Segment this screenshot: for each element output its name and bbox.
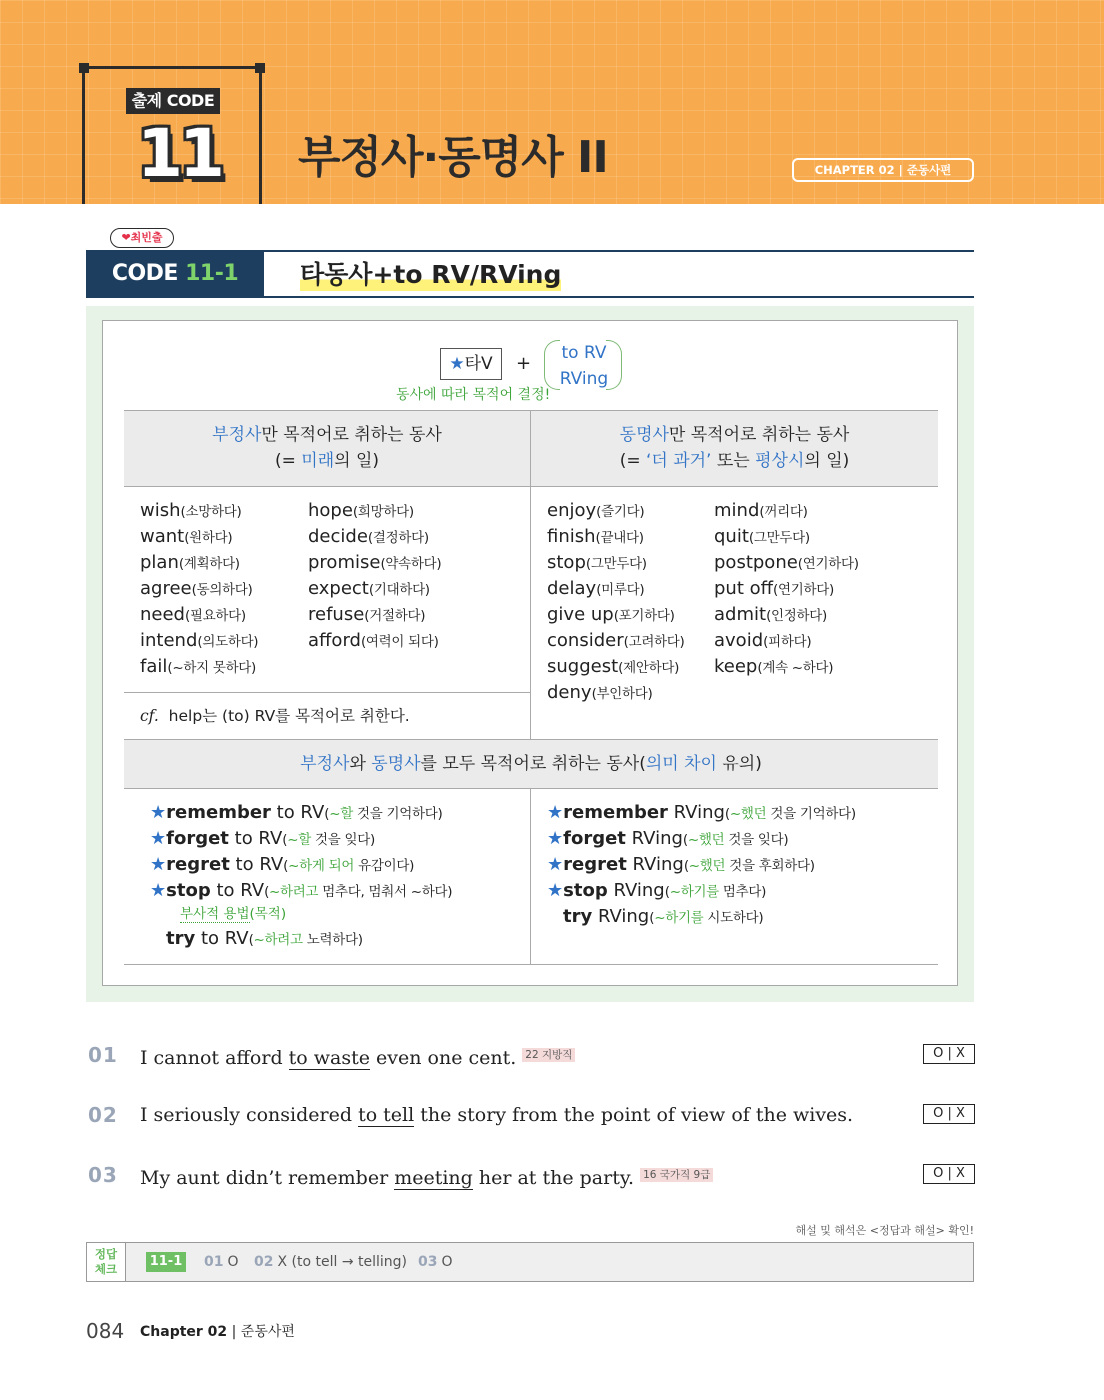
head-text: 유의) (716, 754, 762, 774)
verb-word: decide (308, 526, 368, 547)
adverbial-note (180, 904, 286, 924)
verb-gloss: (계획하다) (178, 556, 240, 572)
verb-gloss: (필요하다) (184, 608, 246, 624)
verb-pattern (150, 826, 375, 853)
underlined-part: to tell (358, 1104, 415, 1126)
head-text: 의 일) (334, 451, 380, 471)
verb-item (308, 628, 439, 655)
table-rule (124, 788, 938, 789)
pattern-gloss: 것을 기억하다) (766, 806, 856, 822)
sentence-text: I cannot afford (140, 1047, 289, 1069)
verb-gloss: (원하다) (184, 530, 233, 546)
table-header-gerund (531, 411, 938, 486)
verb-item (714, 628, 811, 655)
pattern-gloss-open: ( (282, 832, 288, 848)
verb-word: keep (714, 656, 758, 677)
pattern-form: to RV (210, 880, 265, 901)
table-rule (124, 692, 530, 693)
verb-gloss: (미루다) (596, 582, 645, 598)
pattern-gloss-highlight: ~하기를 (669, 884, 719, 900)
frame-corner (79, 63, 89, 73)
verb-item (140, 550, 240, 577)
star-icon: ★ (547, 880, 564, 901)
pattern-form: RVing (592, 906, 650, 927)
verb-word: wish (140, 500, 181, 521)
verb-gloss: (제안하다) (618, 660, 680, 676)
answer-value: O (227, 1254, 239, 1270)
pattern-gloss-open: ( (724, 806, 730, 822)
head-highlight: 부정사 (300, 754, 350, 774)
verb-word: want (140, 526, 185, 547)
question-number: 01 (88, 1043, 118, 1067)
page-chapter (140, 1322, 295, 1342)
part-label: 준동사편 (240, 1324, 295, 1340)
pattern-gloss-highlight: ~하기를 (654, 910, 704, 926)
head-highlight: 부정사 (212, 425, 262, 445)
pattern-gloss-highlight: ~했던 (729, 806, 767, 822)
verb-word: stop (547, 552, 586, 573)
verb-word: finish (547, 526, 596, 547)
answer-item (204, 1252, 239, 1272)
verb-gloss: (계속 ~하다) (757, 660, 834, 676)
head-text: 만 목적어로 취하는 동사 (668, 425, 850, 445)
verb-item (547, 498, 644, 525)
head-highlight: 의미 차이 (645, 754, 717, 774)
verb-gloss: (기대하다) (368, 582, 430, 598)
code-sub-number: 11-1 (185, 261, 239, 286)
question-sentence (140, 1100, 853, 1130)
pattern-gloss: 것을 잊다) (724, 832, 789, 848)
verb-pattern (547, 878, 766, 905)
verb-gloss: (연기하다) (797, 556, 859, 572)
verb-item (547, 654, 679, 681)
verb-pattern (547, 852, 815, 879)
verb-item (547, 628, 685, 655)
pattern-verb: remember (563, 802, 668, 823)
pattern-gloss-open: ( (324, 806, 330, 822)
verb-item (547, 550, 647, 577)
underlined-part: meeting (394, 1167, 473, 1189)
verb-word: consider (547, 630, 624, 651)
pattern-gloss: 것을 후회하다) (725, 858, 815, 874)
star-icon: ★ (547, 828, 564, 849)
verb-item (308, 524, 429, 551)
ox-answer-box[interactable]: O | X (923, 1104, 975, 1124)
verb-gloss: (그만두다) (585, 556, 647, 572)
verb-item (714, 654, 833, 681)
answer-item (254, 1252, 407, 1272)
table-header-both (124, 740, 938, 788)
verb-item (547, 576, 644, 603)
head-highlight: 미래 (301, 451, 335, 471)
answer-number: 03 (418, 1254, 438, 1270)
pattern-gloss-open: ( (649, 910, 655, 926)
head-text: 의 일) (804, 451, 850, 471)
verb-word: hope (308, 500, 353, 521)
answer-number: 02 (254, 1254, 274, 1270)
sentence-text: even one cent. (370, 1047, 517, 1069)
star-icon: ★ (547, 802, 564, 823)
verb-gloss: (동의하다) (191, 582, 253, 598)
sentence-text: My aunt didn’t remember (140, 1167, 395, 1189)
verb-gloss: (희망하다) (352, 504, 414, 520)
frame-corner (255, 63, 265, 73)
cf-label: cf. (140, 707, 159, 725)
ox-answer-box[interactable]: O | X (923, 1044, 975, 1064)
verb-pattern (547, 800, 856, 827)
head-highlight: ‘더 과거’ (645, 451, 712, 471)
pattern-form: RVing (625, 828, 683, 849)
verb-gloss: (연기하다) (773, 582, 834, 598)
head-text: 와 (349, 754, 372, 774)
verb-pattern (547, 826, 788, 853)
pattern-gloss-open: ( (264, 884, 270, 900)
head-text: 또는 (711, 451, 756, 471)
verb-word: deny (547, 682, 592, 703)
head-highlight: 동명사 (619, 425, 669, 445)
formula-plus: + (516, 353, 532, 374)
verb-gloss: (여력이 되다) (360, 634, 439, 650)
question-number: 02 (88, 1103, 118, 1127)
pattern-gloss-open: ( (248, 932, 254, 948)
pattern-gloss-open: ( (683, 858, 689, 874)
head-highlight: 평상시 (755, 451, 805, 471)
formula-verb-box (440, 348, 502, 380)
divider (86, 296, 974, 298)
pattern-verb: regret (563, 854, 627, 875)
verb-item (308, 602, 425, 629)
pattern-verb: forget (563, 828, 626, 849)
verb-item (140, 628, 258, 655)
verb-item (714, 498, 808, 525)
table-header-infinitive (124, 411, 530, 486)
ox-answer-box[interactable]: O | X (923, 1164, 975, 1184)
verb-item (140, 576, 253, 603)
star-icon: ★ (150, 880, 167, 901)
pattern-form: to RV (195, 928, 249, 949)
sentence-text: the story from the point of view of the wives. (414, 1104, 854, 1126)
formula-note: 동사에 따라 목적어 결정! (396, 387, 551, 403)
verb-pattern (150, 878, 452, 905)
verb-word: delay (547, 578, 597, 599)
answer-number: 01 (204, 1254, 224, 1270)
pattern-verb: remember (166, 802, 271, 823)
head-text: (= (274, 451, 302, 471)
pattern-form: RVing (626, 854, 684, 875)
section-title: 타동사+to RV/RVing (300, 256, 561, 294)
answer-label (86, 1242, 126, 1282)
pattern-verb: regret (166, 854, 230, 875)
pattern-gloss-open: ( (283, 858, 289, 874)
verb-pattern (150, 852, 414, 879)
pattern-gloss-open: ( (664, 884, 670, 900)
pattern-gloss-highlight: ~하려고 (253, 932, 303, 948)
formula-option-rving: RVing (559, 369, 609, 389)
pattern-gloss: 시도하다) (703, 910, 764, 926)
pattern-gloss: 유감이다) (354, 858, 415, 874)
verb-pattern (150, 800, 442, 827)
verb-pattern (166, 926, 363, 953)
verb-gloss: (결정하다) (367, 530, 429, 546)
footnote: 해설 및 해석은 <정답과 해설> 확인! (795, 1224, 974, 1237)
note-text: (목적) (249, 906, 287, 922)
pattern-gloss-highlight: ~했던 (688, 858, 726, 874)
verb-item (140, 654, 256, 681)
verb-gloss: (고려하다) (623, 634, 685, 650)
verb-gloss: (포기하다) (613, 608, 675, 624)
verb-word: quit (714, 526, 749, 547)
sentence-text: her at the party. (472, 1167, 635, 1189)
verb-item (714, 550, 859, 577)
exam-source: 22 지방직 (522, 1048, 575, 1062)
table-rule (124, 486, 938, 487)
pattern-form: RVing (607, 880, 665, 901)
pattern-verb: try (563, 906, 593, 927)
pattern-gloss: 것을 기억하다) (353, 806, 443, 822)
verb-word: postpone (714, 552, 798, 573)
verb-item (547, 680, 652, 707)
answer-value: X (to tell → telling) (277, 1254, 407, 1270)
verb-item (140, 524, 232, 551)
pattern-verb: try (166, 928, 196, 949)
pattern-gloss-highlight: ~할 (329, 806, 354, 822)
verb-gloss: (인정하다) (766, 608, 827, 624)
verb-item (308, 498, 414, 525)
cf-text: help는 (to) RV를 목적어로 취한다. (168, 707, 410, 725)
answer-item (418, 1252, 453, 1272)
separator: | (227, 1324, 241, 1340)
verb-word: promise (308, 552, 381, 573)
verb-item (140, 498, 241, 525)
head-text: 만 목적어로 취하는 동사 (261, 425, 442, 445)
verb-gloss: (의도하다) (197, 634, 259, 650)
formula-option-to-rv: to RV (561, 343, 607, 363)
verb-pattern (563, 904, 763, 931)
verb-word: admit (714, 604, 767, 625)
verb-word: mind (714, 500, 760, 521)
pattern-verb: stop (166, 880, 211, 901)
code-number: 11 (137, 115, 221, 192)
code-prefix: CODE (111, 261, 186, 286)
verb-gloss: (피하다) (763, 634, 812, 650)
pattern-gloss: 노력하다) (302, 932, 363, 948)
formula-verb: 타V (464, 354, 493, 374)
pattern-form: RVing (667, 802, 725, 823)
question-sentence (140, 1040, 575, 1073)
question-sentence (140, 1160, 713, 1193)
verb-item (547, 602, 675, 629)
verb-item (308, 576, 430, 603)
verb-word: afford (308, 630, 361, 651)
verb-gloss: (즐기다) (596, 504, 645, 520)
page-title: 부정사·동명사 II (298, 132, 608, 183)
note-highlight: 부사적 용법 (180, 906, 250, 922)
verb-word: avoid (714, 630, 764, 651)
page-number: 084 (86, 1319, 125, 1343)
table-rule (124, 964, 938, 965)
pattern-form: to RV (270, 802, 325, 823)
cf-note (140, 704, 410, 728)
chapter-tag: CHAPTER 02 | 준동사편 (792, 158, 974, 182)
underlined-part: to waste (288, 1047, 370, 1069)
verb-gloss: (끝내다) (595, 530, 644, 546)
answer-value: O (441, 1254, 453, 1270)
pattern-gloss-open: ( (682, 832, 688, 848)
pattern-verb: forget (166, 828, 229, 849)
verb-word: enjoy (547, 500, 597, 521)
star-icon: ★ (547, 854, 564, 875)
verb-word: refuse (308, 604, 365, 625)
table-column-rule (530, 789, 531, 964)
verb-gloss: (~하지 못하다) (167, 660, 257, 676)
star-icon: ★ (150, 854, 167, 875)
verb-word: expect (308, 578, 369, 599)
pattern-gloss: 것을 잊다) (311, 832, 375, 848)
head-highlight: 동명사 (371, 754, 421, 774)
pattern-gloss-highlight: ~할 (287, 832, 312, 848)
verb-item (714, 576, 834, 603)
verb-gloss: (그만두다) (748, 530, 810, 546)
verb-gloss: (소망하다) (180, 504, 242, 520)
verb-gloss: (꺼리다) (759, 504, 808, 520)
verb-gloss: (거절하다) (364, 608, 426, 624)
verb-word: agree (140, 578, 192, 599)
pattern-form: to RV (228, 828, 283, 849)
verb-word: intend (140, 630, 198, 651)
verb-item (308, 550, 441, 577)
answer-label-line: 체크 (94, 1262, 118, 1276)
answer-code: 11-1 (146, 1252, 186, 1272)
answer-label-line: 정답 (94, 1247, 118, 1261)
pattern-gloss-highlight: ~하려고 (269, 884, 319, 900)
verb-item (140, 602, 246, 629)
pattern-verb: stop (563, 880, 608, 901)
star-icon: ★ (449, 354, 465, 374)
exam-source: 16 국가직 9급 (640, 1168, 713, 1182)
verb-gloss: (약속하다) (380, 556, 442, 572)
pattern-gloss: 멈추다, 멈춰서 ~하다) (318, 884, 453, 900)
code-box (86, 252, 264, 296)
sentence-text: I seriously considered (140, 1104, 359, 1126)
verb-item (714, 524, 810, 551)
verb-item (714, 602, 827, 629)
pattern-gloss-highlight: ~했던 (687, 832, 725, 848)
star-icon: ★ (150, 802, 167, 823)
table-column-rule (530, 411, 531, 739)
frequency-badge: ❤최빈출 (110, 228, 174, 248)
verb-word: give up (547, 604, 614, 625)
pattern-gloss-highlight: ~하게 되어 (288, 858, 355, 874)
star-icon: ★ (150, 828, 167, 849)
question-number: 03 (88, 1163, 118, 1187)
verb-word: fail (140, 656, 168, 677)
verb-word: suggest (547, 656, 619, 677)
chapter-label: Chapter 02 (140, 1324, 228, 1340)
verb-item (547, 524, 644, 551)
pattern-gloss: 멈추다) (718, 884, 767, 900)
pattern-form: to RV (229, 854, 284, 875)
verb-word: put off (714, 578, 774, 599)
head-text: 를 모두 목적어로 취하는 동사( (420, 754, 646, 774)
head-text: (= (619, 451, 646, 471)
code-label: 출제 CODE (126, 88, 220, 114)
verb-word: need (140, 604, 185, 625)
verb-gloss: (부인하다) (591, 686, 653, 702)
verb-word: plan (140, 552, 179, 573)
